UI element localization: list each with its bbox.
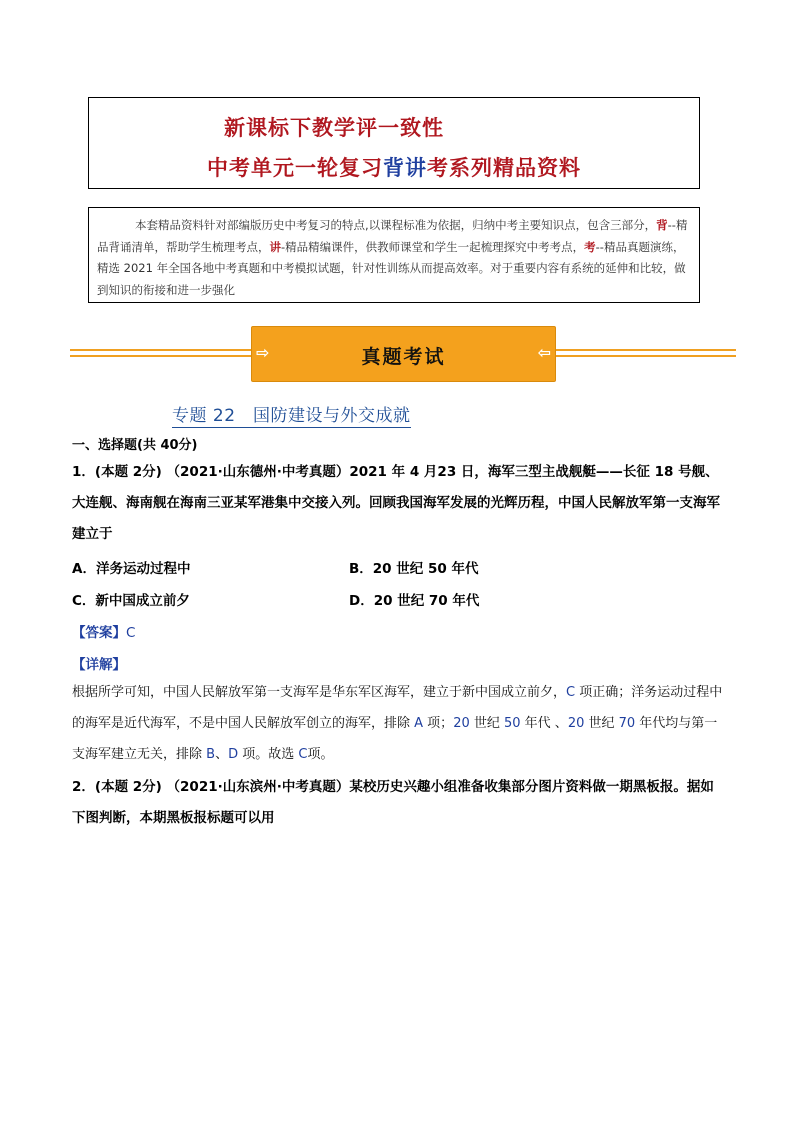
header-line2-part-c: 考系列精品资料	[427, 155, 581, 180]
detail-seg: 项。故选	[238, 747, 299, 762]
q1-answer	[72, 621, 135, 641]
detail-seg: 根据所学可知，中国人民解放军第一支海军是华东军区海军，建立于新中国成立前夕，	[72, 685, 567, 700]
detail-seg: 50	[504, 716, 521, 731]
detail-label: 【详解】	[72, 657, 126, 673]
q1-detail-label	[72, 653, 126, 673]
detail-seg: 20	[453, 716, 470, 731]
q1-option-b: B．20 世纪 50 年代	[349, 561, 479, 577]
detail-seg: 年代均与第一支海军建立无关，排除	[72, 716, 718, 762]
detail-seg: 项。	[307, 747, 334, 762]
detail-seg: 项；	[423, 716, 454, 731]
arrow-right-icon: ⇨	[256, 343, 270, 362]
detail-seg: B	[206, 747, 216, 762]
intro-bei: 背	[656, 218, 668, 232]
detail-seg: C	[298, 747, 308, 762]
detail-seg: 世纪	[469, 716, 504, 731]
intro-box	[88, 207, 700, 303]
banner-title: 真题考试	[361, 346, 446, 368]
detail-seg: C	[566, 685, 576, 700]
answer-value: C	[126, 625, 136, 641]
intro-text-1: 本套精品资料针对部编版历史中考复习的特点,以课程标准为依据，归纳中考主要知识点，包含三部分，	[135, 218, 657, 232]
intro-kao: 考	[584, 239, 596, 254]
arrow-left-icon: ⇦	[537, 343, 551, 362]
detail-seg: 20	[567, 716, 585, 731]
detail-seg: A	[414, 716, 424, 731]
question-2-text: 2．(本题 2分) （2021·山东滨州·中考真题）某校历史兴趣小组准备收集部分图片资料做一期黑板报。据如下图判断，本期黑板报标题可以用	[72, 779, 714, 826]
answer-label: 【答案】	[72, 625, 126, 641]
intro-text-3: -精品精编课件，供教师课堂和学生一起梳理探究中考考点，	[281, 239, 585, 254]
detail-seg: 、	[215, 747, 229, 762]
q1-option-d: D．20 世纪 70 年代	[349, 593, 480, 609]
q1-option-c: C．新中国成立前夕	[72, 593, 190, 609]
intro-text-4: --精品真题演练，精选 2021 年全国各地中考真题和中考模拟试题，针对性训练从而提高效率。对于重要内容有系统的延伸和比较，做到知识的衔接和进一步强化	[97, 239, 686, 297]
section-banner	[251, 326, 556, 382]
section-title: 一、选择题(共 40分)	[72, 438, 198, 453]
header-line2-part-b: 背讲	[383, 155, 427, 180]
header-line2-part-a: 中考单元一轮复习	[207, 155, 383, 180]
q1-option-a: A．洋务运动过程中	[72, 561, 191, 577]
header-title-line2	[89, 152, 699, 182]
detail-seg: 世纪	[584, 716, 619, 731]
detail-seg: 年代 、	[520, 716, 568, 731]
detail-seg: 70	[618, 716, 636, 731]
topic-title: 专题 22 国防建设与外交成就	[172, 401, 411, 428]
detail-seg: D	[228, 747, 239, 762]
header-title-line1: 新课标下教学评一致性	[224, 115, 444, 140]
intro-text-2: --精品背诵清单，帮助学生梳理考点，	[97, 218, 688, 254]
q1-detail-text	[72, 677, 726, 770]
intro-jiang: 讲	[269, 239, 281, 254]
question-1-text: 1．(本题 2分) （2021·山东德州·中考真题）2021 年 4 月23 日，海军三型主战舰艇——长征 18 号舰、大连舰、海南舰在海南三亚某军港集中交接入列。回顾我国海军发展的光辉历程，中国人民解放军第一支海军建立于	[72, 464, 720, 542]
header-box	[88, 97, 700, 189]
detail-seg: 项正确；洋务运动过程中的海军是近代海军，不是中国人民解放军创立的海军，排除	[72, 685, 723, 731]
